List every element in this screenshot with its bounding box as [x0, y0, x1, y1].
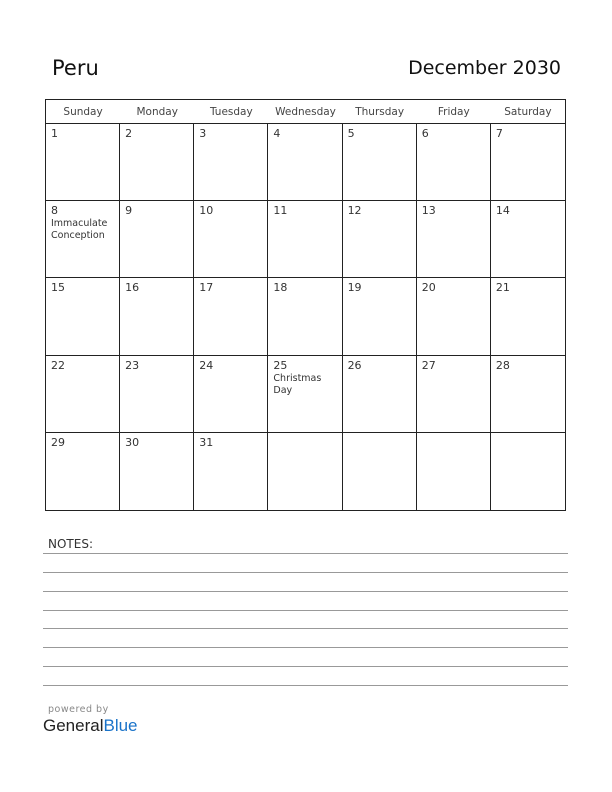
day-number: 2 [125, 127, 133, 140]
day-cell [491, 201, 565, 278]
notes-line [43, 591, 568, 592]
day-number: 1 [51, 127, 58, 140]
day-cell [491, 278, 565, 355]
day-cell [417, 433, 491, 510]
day-number: 31 [199, 435, 214, 449]
day-cell [417, 356, 491, 433]
day-cell [491, 124, 565, 201]
calendar-grid [45, 99, 566, 511]
weekday-header: Tuesday [194, 100, 268, 124]
day-cell [120, 124, 194, 201]
day-number: 11 [273, 204, 288, 218]
country-title: Peru [52, 56, 99, 80]
day-number: 10 [199, 204, 214, 218]
day-number: 23 [125, 358, 140, 372]
day-number: 16 [125, 281, 140, 295]
weekday-header: Sunday [46, 100, 120, 124]
day-cell [268, 278, 342, 355]
holiday-label: Immaculate Conception [51, 218, 108, 242]
day-cell [46, 356, 120, 433]
day-number: 28 [495, 358, 510, 372]
notes-line [43, 647, 568, 648]
day-number: 17 [199, 281, 214, 295]
day-number: 7 [495, 127, 503, 140]
logo-blue: Blue [103, 716, 138, 735]
notes-line [43, 685, 568, 686]
day-number: 18 [273, 281, 288, 295]
day-number: 27 [421, 358, 436, 372]
day-cell [120, 201, 194, 278]
day-number: 24 [199, 358, 214, 372]
day-cell [343, 278, 417, 355]
day-cell [46, 278, 120, 355]
day-number: 13 [421, 204, 436, 218]
day-number: 19 [347, 281, 362, 295]
day-cell [343, 433, 417, 510]
day-number: 6 [421, 127, 429, 140]
day-number: 9 [125, 204, 133, 218]
day-cell [417, 201, 491, 278]
day-cell [120, 356, 194, 433]
day-cell [491, 433, 565, 510]
generalblue-logo [43, 716, 138, 736]
day-cell [417, 278, 491, 355]
notes-line [43, 666, 568, 667]
notes-label: NOTES: [48, 537, 93, 551]
day-cell [46, 124, 120, 201]
day-cell [268, 433, 342, 510]
day-number: 21 [495, 281, 510, 295]
month-title: December 2030 [408, 57, 561, 79]
day-number: 20 [421, 281, 436, 295]
day-number: 3 [199, 127, 207, 140]
day-cell [194, 124, 268, 201]
day-cell [268, 356, 342, 433]
day-cell [194, 356, 268, 433]
day-cell [491, 356, 565, 433]
day-cell [120, 278, 194, 355]
notes-line [43, 553, 568, 554]
day-number: 25 [273, 358, 288, 372]
day-number: 4 [273, 127, 281, 140]
day-cell [343, 124, 417, 201]
day-number: 12 [347, 204, 362, 218]
notes-line [43, 628, 568, 629]
day-cell [46, 201, 120, 278]
day-cell [46, 433, 120, 510]
day-cell [194, 278, 268, 355]
day-number: 30 [125, 435, 140, 449]
day-cell [343, 201, 417, 278]
day-number: 26 [347, 358, 362, 372]
day-cell [194, 433, 268, 510]
powered-by-text: powered by [48, 704, 109, 715]
day-cell [343, 356, 417, 433]
weekday-header: Wednesday [268, 100, 342, 124]
day-number: 14 [495, 204, 510, 218]
day-number: 15 [51, 281, 65, 295]
weekday-header: Monday [120, 100, 194, 124]
weekday-header: Thursday [343, 100, 417, 124]
day-cell [417, 124, 491, 201]
day-cell [268, 201, 342, 278]
day-cell [194, 201, 268, 278]
day-number: 5 [347, 127, 355, 140]
logo-general: General [43, 716, 104, 735]
day-cell [120, 433, 194, 510]
holiday-label: Christmas Day [273, 372, 322, 396]
day-number: 22 [51, 358, 65, 372]
weekday-header: Saturday [491, 100, 565, 124]
weekday-header: Friday [417, 100, 491, 124]
day-number: 8 [51, 204, 58, 218]
day-number: 29 [51, 435, 65, 449]
notes-line [43, 610, 568, 611]
notes-line [43, 572, 568, 573]
day-cell [268, 124, 342, 201]
